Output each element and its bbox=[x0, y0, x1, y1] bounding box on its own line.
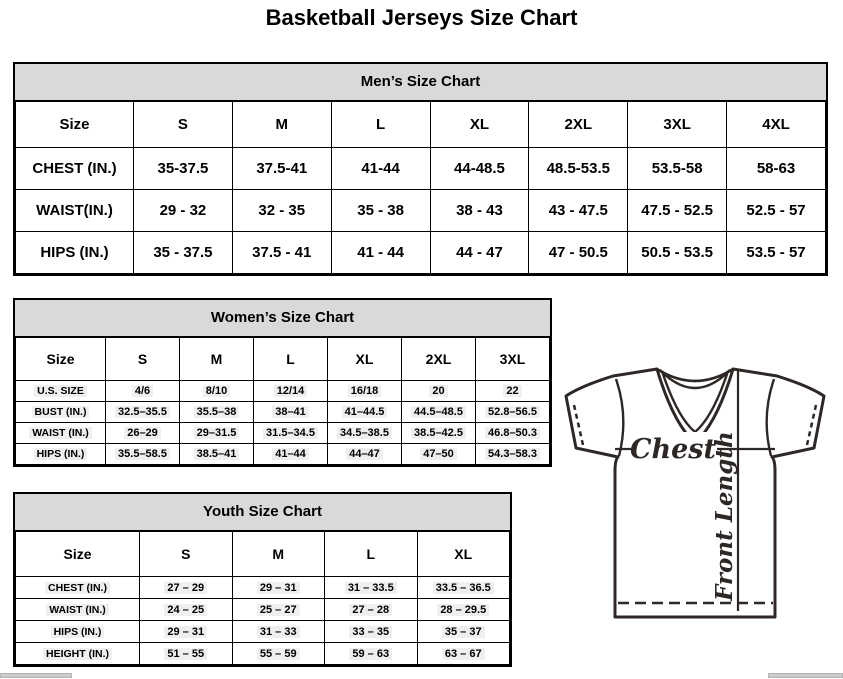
cell-value-text: 32.5–35.5 bbox=[115, 406, 170, 418]
cell-value-text: 44–47 bbox=[346, 448, 383, 460]
table-row bbox=[16, 423, 550, 444]
row-label-text: WAIST (IN.) bbox=[46, 604, 109, 616]
row-label bbox=[16, 148, 134, 190]
left-armhole-seam bbox=[616, 379, 623, 456]
row-label-text: WAIST (IN.) bbox=[29, 427, 92, 439]
column-header-size bbox=[16, 338, 106, 381]
cell-value bbox=[180, 381, 254, 402]
column-header-2xl-text: 2XL bbox=[564, 116, 593, 133]
cell-value bbox=[232, 599, 325, 621]
cell-value-text: 29 – 31 bbox=[164, 626, 207, 638]
cell-value bbox=[727, 190, 826, 232]
cell-value-text: 53.5 - 57 bbox=[746, 244, 806, 261]
men-table-title: Men’s Size Chart bbox=[360, 73, 481, 90]
cell-value bbox=[417, 621, 510, 643]
women-table-title: Women’s Size Chart bbox=[210, 309, 355, 326]
cell-value-text: 35 - 37.5 bbox=[153, 244, 213, 261]
cell-value bbox=[254, 444, 328, 465]
cell-value-text: 16/18 bbox=[348, 385, 382, 397]
row-label bbox=[16, 190, 134, 232]
cell-value-text: 28 – 29.5 bbox=[437, 604, 489, 616]
collar-back-arc-outer bbox=[657, 369, 733, 381]
cell-value bbox=[331, 148, 430, 190]
column-header-2xl bbox=[402, 338, 476, 381]
cell-value-text: 12/14 bbox=[274, 385, 308, 397]
table-row bbox=[16, 190, 826, 232]
cell-value bbox=[476, 381, 550, 402]
cell-value-text: 27 – 29 bbox=[164, 582, 207, 594]
cell-value bbox=[180, 402, 254, 423]
row-label-text: U.S. SIZE bbox=[34, 385, 87, 397]
cell-value-text: 38–41 bbox=[272, 406, 309, 418]
column-header-2xl bbox=[529, 102, 628, 148]
cell-value bbox=[402, 402, 476, 423]
page-title: Basketball Jerseys Size Chart bbox=[265, 5, 578, 30]
cell-value-text: 52.8–56.5 bbox=[485, 406, 540, 418]
cell-value-text: 47–50 bbox=[420, 448, 457, 460]
cell-value bbox=[106, 402, 180, 423]
cell-value-text: 20 bbox=[429, 385, 447, 397]
row-label bbox=[16, 599, 140, 621]
cell-value bbox=[106, 381, 180, 402]
cell-value bbox=[180, 444, 254, 465]
cell-value bbox=[325, 577, 418, 599]
men-table-title-band bbox=[15, 64, 826, 101]
cell-value-text: 37.5-41 bbox=[256, 160, 308, 177]
cell-value bbox=[232, 190, 331, 232]
column-header-l-text: L bbox=[366, 546, 376, 562]
row-label bbox=[16, 423, 106, 444]
cell-value bbox=[140, 577, 233, 599]
cell-value bbox=[134, 148, 233, 190]
cell-value-text: 33 – 35 bbox=[349, 626, 392, 638]
column-header-l bbox=[325, 532, 418, 577]
cell-value bbox=[417, 643, 510, 665]
cell-value-text: 35.5–38 bbox=[194, 406, 240, 418]
cell-value bbox=[106, 423, 180, 444]
row-label bbox=[16, 232, 134, 274]
cell-value-text: 29–31.5 bbox=[194, 427, 240, 439]
column-header-3xl bbox=[628, 102, 727, 148]
cell-value bbox=[417, 599, 510, 621]
cell-value-text: 48.5-53.5 bbox=[546, 160, 610, 177]
table-row bbox=[16, 621, 510, 643]
cell-value bbox=[328, 381, 402, 402]
cell-value-text: 26–29 bbox=[124, 427, 161, 439]
column-header-s-text: S bbox=[181, 546, 191, 562]
right-armhole-seam bbox=[767, 379, 774, 456]
cell-value-text: 44 - 47 bbox=[456, 244, 503, 261]
youth-size-table bbox=[13, 492, 512, 667]
column-header-s bbox=[140, 532, 233, 577]
cell-value bbox=[529, 232, 628, 274]
column-header-4xl-text: 4XL bbox=[762, 116, 790, 133]
column-header-size bbox=[16, 532, 140, 577]
cell-value-text: 41 - 44 bbox=[357, 244, 404, 261]
women-size-grid bbox=[15, 337, 550, 465]
column-header-size bbox=[16, 102, 134, 148]
column-header-size-text: Size bbox=[59, 116, 90, 133]
cell-value bbox=[628, 232, 727, 274]
cell-value-text: 51 – 55 bbox=[164, 648, 207, 660]
table-row bbox=[16, 381, 550, 402]
cell-value bbox=[476, 402, 550, 423]
row-label-text: HIPS (IN.) bbox=[40, 244, 109, 261]
cell-value-text: 31 – 33 bbox=[257, 626, 300, 638]
row-label-text: WAIST(IN.) bbox=[36, 202, 113, 219]
column-header-4xl bbox=[727, 102, 826, 148]
column-header-xl bbox=[328, 338, 402, 381]
cell-value bbox=[134, 232, 233, 274]
cell-value-text: 27 – 28 bbox=[349, 604, 392, 616]
row-label-text: CHEST (IN.) bbox=[32, 160, 117, 177]
cell-value-text: 33.5 – 36.5 bbox=[433, 582, 494, 594]
cell-value bbox=[106, 444, 180, 465]
cell-value-text: 63 – 67 bbox=[442, 648, 485, 660]
column-header-s bbox=[134, 102, 233, 148]
cell-value bbox=[325, 599, 418, 621]
header-row bbox=[16, 338, 550, 381]
column-header-s-text: S bbox=[137, 351, 148, 367]
jersey-outline bbox=[566, 369, 824, 617]
cell-value bbox=[402, 444, 476, 465]
cell-value bbox=[140, 621, 233, 643]
cell-value-text: 47 - 50.5 bbox=[548, 244, 608, 261]
cell-value-text: 31.5–34.5 bbox=[263, 427, 318, 439]
cell-value bbox=[529, 148, 628, 190]
column-header-m bbox=[180, 338, 254, 381]
cell-value-text: 54.3–58.3 bbox=[485, 448, 540, 460]
column-header-l-text: L bbox=[286, 351, 295, 367]
cell-value-text: 24 – 25 bbox=[164, 604, 207, 616]
cell-value bbox=[476, 423, 550, 444]
cell-value-text: 35-37.5 bbox=[157, 160, 209, 177]
horizontal-scrollbar-thumb[interactable] bbox=[0, 673, 72, 678]
cell-value-text: 37.5 - 41 bbox=[252, 244, 312, 261]
cell-value bbox=[727, 232, 826, 274]
cell-value bbox=[325, 643, 418, 665]
cell-value bbox=[476, 444, 550, 465]
cell-value bbox=[232, 643, 325, 665]
women-table-title-band bbox=[15, 300, 550, 337]
table-row bbox=[16, 599, 510, 621]
cell-value bbox=[529, 190, 628, 232]
row-label bbox=[16, 643, 140, 665]
cell-value-text: 47.5 - 52.5 bbox=[641, 202, 713, 219]
cell-value-text: 41-44 bbox=[361, 160, 400, 177]
cell-value-text: 35 - 38 bbox=[357, 202, 404, 219]
cell-value-text: 38.5–42.5 bbox=[411, 427, 466, 439]
cell-value-text: 46.8–50.3 bbox=[485, 427, 540, 439]
column-header-s-text: S bbox=[177, 116, 188, 133]
column-header-l bbox=[331, 102, 430, 148]
column-header-l bbox=[254, 338, 328, 381]
cell-value-text: 22 bbox=[503, 385, 521, 397]
cell-value bbox=[628, 190, 727, 232]
table-row bbox=[16, 577, 510, 599]
cell-value-text: 8/10 bbox=[203, 385, 230, 397]
row-label-text: HEIGHT (IN.) bbox=[43, 648, 112, 660]
header-row bbox=[16, 102, 826, 148]
cell-value bbox=[232, 148, 331, 190]
front-length-label: Front Length bbox=[711, 431, 738, 601]
cell-value bbox=[232, 232, 331, 274]
row-label bbox=[16, 381, 106, 402]
cell-value bbox=[325, 621, 418, 643]
cell-value bbox=[430, 148, 529, 190]
table-row bbox=[16, 148, 826, 190]
row-label-text: HIPS (IN.) bbox=[51, 626, 105, 638]
row-label bbox=[16, 444, 106, 465]
column-header-3xl bbox=[476, 338, 550, 381]
cell-value bbox=[232, 621, 325, 643]
cell-value-text: 38.5–41 bbox=[194, 448, 240, 460]
column-header-xl bbox=[430, 102, 529, 148]
row-label-text: BUST (IN.) bbox=[32, 406, 90, 418]
column-header-3xl-text: 3XL bbox=[663, 116, 691, 133]
cell-value-text: 41–44 bbox=[272, 448, 309, 460]
cell-value bbox=[628, 148, 727, 190]
cell-value-text: 50.5 - 53.5 bbox=[641, 244, 713, 261]
row-label bbox=[16, 621, 140, 643]
cell-value-text: 29 – 31 bbox=[257, 582, 300, 594]
cell-value-text: 58-63 bbox=[756, 160, 796, 177]
cell-value-text: 43 - 47.5 bbox=[548, 202, 608, 219]
cell-value bbox=[140, 599, 233, 621]
header-row bbox=[16, 532, 510, 577]
cell-value-text: 4/6 bbox=[132, 385, 153, 397]
column-header-xl-text: XL bbox=[355, 351, 374, 367]
column-header-m bbox=[232, 532, 325, 577]
cell-value bbox=[134, 190, 233, 232]
cell-value bbox=[254, 423, 328, 444]
horizontal-scrollbar-fragment[interactable] bbox=[768, 673, 843, 678]
youth-size-grid bbox=[15, 531, 510, 665]
cell-value bbox=[402, 423, 476, 444]
column-header-2xl-text: 2XL bbox=[425, 351, 452, 367]
cell-value-text: 34.5–38.5 bbox=[337, 427, 392, 439]
cell-value bbox=[328, 423, 402, 444]
cell-value bbox=[254, 381, 328, 402]
cell-value bbox=[140, 643, 233, 665]
table-row bbox=[16, 643, 510, 665]
cell-value-text: 31 – 33.5 bbox=[345, 582, 397, 594]
cell-value bbox=[180, 423, 254, 444]
row-label-text: HIPS (IN.) bbox=[34, 448, 88, 460]
chest-label: Chest bbox=[630, 434, 716, 465]
cell-value bbox=[402, 381, 476, 402]
table-row bbox=[16, 402, 550, 423]
table-row bbox=[16, 232, 826, 274]
cell-value-text: 35 – 37 bbox=[442, 626, 485, 638]
column-header-m bbox=[232, 102, 331, 148]
column-header-l-text: L bbox=[376, 116, 386, 133]
cell-value-text: 59 – 63 bbox=[349, 648, 392, 660]
row-label-text: CHEST (IN.) bbox=[45, 582, 110, 594]
column-header-xl-text: XL bbox=[469, 116, 490, 133]
cell-value-text: 38 - 43 bbox=[456, 202, 503, 219]
cell-value bbox=[254, 402, 328, 423]
column-header-3xl-text: 3XL bbox=[499, 351, 526, 367]
cell-value-text: 44.5–48.5 bbox=[411, 406, 466, 418]
cell-value bbox=[417, 577, 510, 599]
men-size-table bbox=[13, 62, 828, 276]
column-header-m-text: M bbox=[210, 351, 223, 367]
cell-value bbox=[430, 232, 529, 274]
cell-value bbox=[727, 148, 826, 190]
cell-value-text: 41–44.5 bbox=[342, 406, 388, 418]
cell-value bbox=[232, 577, 325, 599]
cell-value bbox=[328, 444, 402, 465]
cell-value-text: 55 – 59 bbox=[257, 648, 300, 660]
column-header-xl-text: XL bbox=[454, 546, 473, 562]
women-size-table bbox=[13, 298, 552, 467]
youth-table-title: Youth Size Chart bbox=[203, 503, 322, 520]
jersey-diagram bbox=[561, 359, 829, 623]
cell-value-text: 53.5-58 bbox=[651, 160, 703, 177]
cell-value-text: 32 - 35 bbox=[258, 202, 306, 219]
cell-value bbox=[331, 190, 430, 232]
cell-value-text: 44-48.5 bbox=[454, 160, 505, 177]
men-size-grid bbox=[15, 101, 826, 274]
collar-back-arc-inner bbox=[660, 370, 730, 388]
column-header-s bbox=[106, 338, 180, 381]
column-header-xl bbox=[417, 532, 510, 577]
cell-value-text: 52.5 - 57 bbox=[746, 202, 806, 219]
column-header-size-text: Size bbox=[63, 546, 92, 562]
cell-value-text: 35.5–58.5 bbox=[115, 448, 170, 460]
column-header-size-text: Size bbox=[46, 351, 75, 367]
cell-value-text: 25 – 27 bbox=[257, 604, 300, 616]
cell-value bbox=[331, 232, 430, 274]
column-header-m-text: M bbox=[275, 116, 289, 133]
column-header-m-text: M bbox=[272, 546, 285, 562]
cell-value bbox=[430, 190, 529, 232]
cell-value bbox=[328, 402, 402, 423]
table-row bbox=[16, 444, 550, 465]
row-label bbox=[16, 577, 140, 599]
cell-value-text: 29 - 32 bbox=[159, 202, 207, 219]
row-label bbox=[16, 402, 106, 423]
youth-table-title-band bbox=[15, 494, 510, 531]
